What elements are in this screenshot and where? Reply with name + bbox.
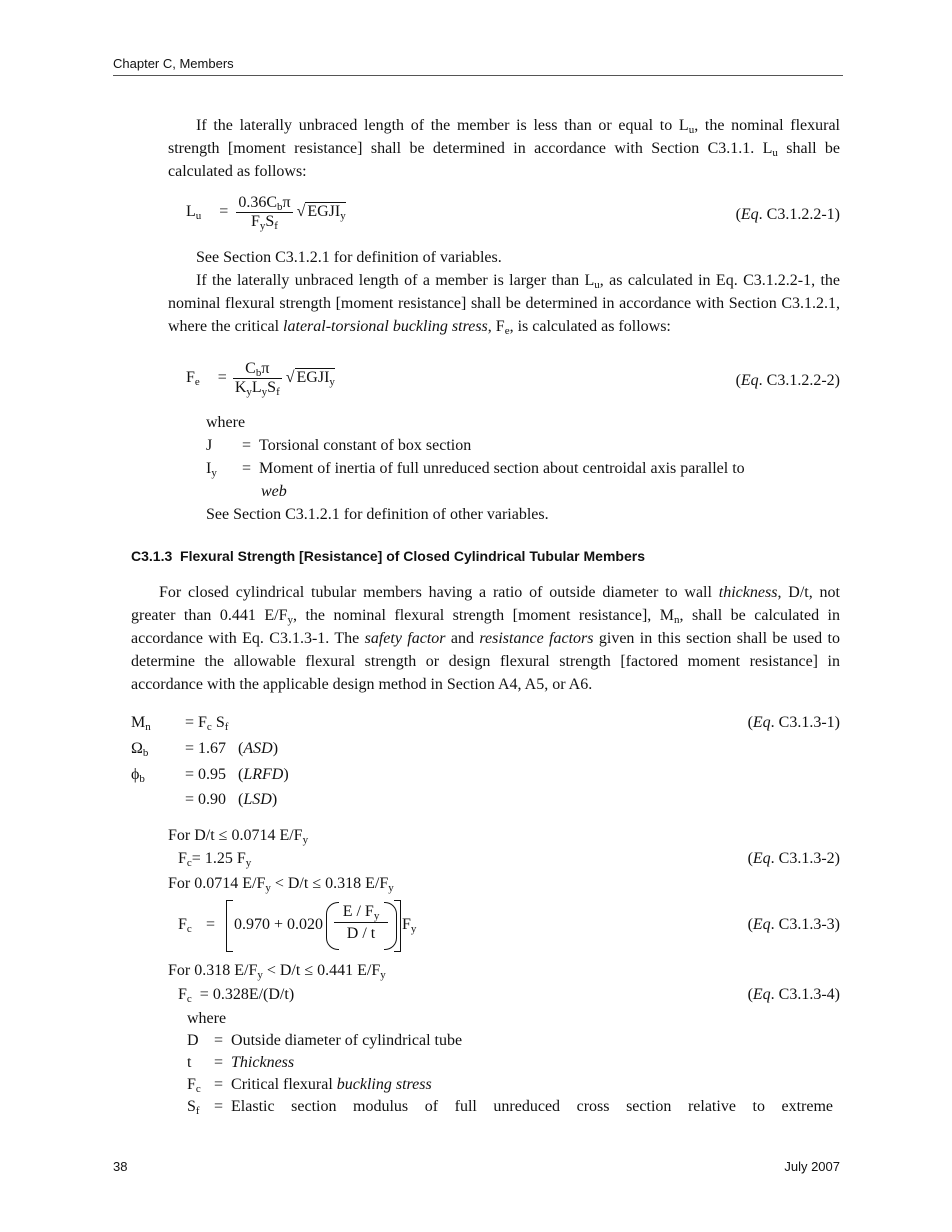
definition-t: t = Thickness bbox=[187, 1054, 295, 1071]
case-1-condition: For D/t ≤ 0.0714 $E/F_y$ bbox=[168, 827, 309, 846]
case-2-condition: For 0.0714 $E/F_y < D/t \le 0.318$ $E/F_y$ bbox=[168, 875, 394, 894]
where-label-2: where bbox=[187, 1010, 227, 1027]
definition-j: J = Torsional constant of box section bbox=[206, 437, 472, 454]
equation-label-6: (Eq. C3.1.3-4) bbox=[747, 986, 840, 1003]
running-header: Chapter C, Members bbox=[113, 56, 234, 71]
definition-sf: $S_f$ = Elastic section modulus of full unreduced cross section relative to extreme bbox=[187, 1098, 834, 1117]
fraction-lu: $\frac{0.36C_b\pi}{F_yS_f}$ bbox=[238, 194, 291, 232]
see-section-other: See Section C3.1.2.1 for definition of other variables. bbox=[206, 506, 549, 523]
resistance-factor-phi: $\phi_b = 0.95$ (LRFD) bbox=[131, 766, 289, 785]
definition-iy-cont: web bbox=[261, 483, 287, 500]
equation-label-4: (Eq. C3.1.3-2) bbox=[747, 850, 840, 867]
bracket-right bbox=[394, 900, 401, 952]
where-label: where bbox=[206, 414, 246, 431]
equation-mn: $M_n = F_c$ $S_f$ bbox=[131, 714, 229, 733]
definition-d: D = Outside diameter of cylindrical tube bbox=[187, 1032, 463, 1049]
equation-label-5: (Eq. C3.1.3-3) bbox=[747, 916, 840, 933]
equation-label-1: (Eq. C3.1.2.2-1) bbox=[735, 206, 840, 223]
header-rule bbox=[113, 75, 843, 76]
equation-label-2: (Eq. C3.1.2.2-2) bbox=[735, 372, 840, 389]
sqrt-symbol: √ bbox=[296, 203, 306, 221]
equation-label-3: (Eq. C3.1.3-1) bbox=[747, 714, 840, 731]
publication-date: July 2007 bbox=[784, 1159, 840, 1174]
equation-lu: $L_u$ = $\frac{0.36C_b\pi}{F_yS_f}$ √ $EGJI_y$ bbox=[186, 194, 346, 232]
section-heading: C3.1.3 Flexural Strength [Resistance] of Closed Cylindrical Tubular Members bbox=[131, 548, 645, 564]
equation-fe: $F_e$ = $\frac{C_b\pi}{K_yL_yS_f}$ √ $EGJI_y$ bbox=[186, 360, 335, 398]
case-3-condition: For 0.318 $E/F_y < D/t \le 0.441$ $E/F_y$ bbox=[168, 962, 386, 981]
equation-fc-1: $F_c= 1.25$ $F_y$ bbox=[178, 850, 252, 869]
see-section-note: See Section C3.1.2.1 for definition of variables. bbox=[196, 249, 502, 266]
page-number: 38 bbox=[113, 1159, 128, 1174]
definition-iy: $I_y$ = Moment of inertia of full unreduced section about centroidal axis parallel to bbox=[206, 460, 745, 479]
bracket-left bbox=[226, 900, 233, 952]
safety-factor-omega: $\Omega_b = 1.67$ (ASD) bbox=[131, 740, 279, 759]
equation-fc-3: $F_c = 0.328E/(D/t)$ bbox=[178, 986, 295, 1005]
resistance-factor-lsd: = 0.90 (LSD) bbox=[185, 791, 278, 808]
fraction-fe: $\frac{C_b\pi}{K_yL_yS_f}$ bbox=[234, 360, 280, 398]
paragraph-unbraced-length: If the laterally unbraced length of the member is less than or equal to $L_u$, the nominal flexural strength [moment resistance] shall be determined in accordance with Section C3.1.1. $L_u$ shall be calculated as follows: bbox=[168, 117, 841, 180]
sqrt-symbol: √ bbox=[285, 369, 295, 387]
paragraph-larger-than-lu: If the laterally unbraced length of a member is larger than $L_u$, as calculated in Eq. C3.1.2.2-1, the nominal flexural strength [moment resistance] shall be determined in accordance with Section C3.1.2.1, where the critical lateral-torsional buckling stress, $F_e$, is calculated as follows: bbox=[168, 272, 840, 337]
definition-fc: $F_c$ = Critical flexural buckling stress bbox=[187, 1076, 432, 1095]
fraction-e-over-fy: E / $F_y$ D / t bbox=[334, 902, 388, 945]
paragraph-cylindrical: For closed cylindrical tubular members having a ratio of outside diameter to wall thickness, D/t, not greater than 0.441 $E/F_y$, the nominal flexural strength [moment resistance], $M_n$, shall be calculated in accordance with Eq. C3.1.3-1. The safety factor and resistance factors given in this section shall be used to determine the allowable flexural strength or design flexural strength [factored moment resistance] in accordance with the applicable design method in Section A4, A5, or A6. bbox=[131, 584, 841, 693]
